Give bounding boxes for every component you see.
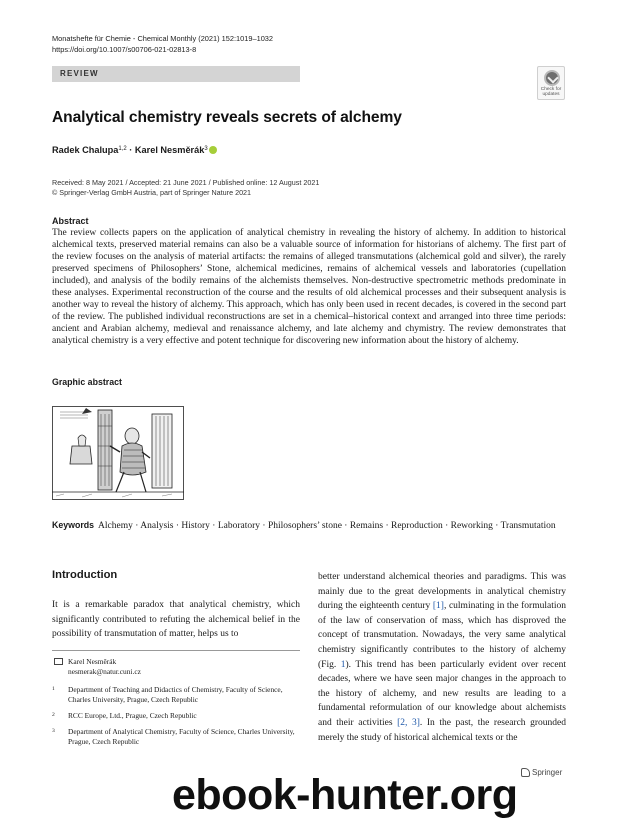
author-separator: · — [126, 145, 135, 155]
journal-citation: Monatshefte für Chemie - Chemical Monthly (2021) 152:1019–1032 — [52, 34, 274, 43]
springer-horse-icon — [521, 768, 530, 777]
orcid-icon[interactable] — [209, 146, 217, 154]
intro-text: better understand alchemical theories and paradigms. This was mainly due to the great developments in analytical chemistry during the eighteenth century — [318, 572, 566, 612]
watermark: ebook-hunter.org — [172, 771, 518, 819]
doi-link[interactable]: https://doi.org/10.1007/s00706-021-02813-8 — [52, 45, 197, 54]
citation-link[interactable]: [2, 3] — [397, 717, 420, 728]
check-for-updates-badge[interactable] — [537, 66, 565, 100]
section-bar — [52, 66, 300, 82]
introduction-heading: Introduction — [52, 569, 118, 581]
corresponding-author-email[interactable]: nesmerak@natur.cuni.cz — [68, 667, 141, 676]
author-affiliation-ref: 3 — [204, 146, 208, 152]
check-updates-icon — [544, 70, 560, 86]
graphic-abstract-heading: Graphic abstract — [52, 377, 122, 387]
keywords-list: Alchemy · Analysis · History · Laboratory · Philosophers’ stone · Remains · Reproduction · Reworking · Transmutation — [98, 521, 556, 531]
copyright-notice: © Springer-Verlag GmbH Austria, part of Springer Nature 2021 — [52, 188, 252, 198]
abstract-heading: Abstract — [52, 216, 89, 226]
affiliation-number: 2 — [52, 712, 55, 718]
intro-text: , culminating in the formulation of the law of conservation of mass, which has disproved the concept of transmutation. Nowadays, the very same analytical chemistry significantly contributes to the history of alchemy (Fig. — [318, 601, 566, 670]
journal-header — [52, 33, 273, 55]
publication-dates: Received: 8 May 2021 / Accepted: 21 June 2021 / Published online: 12 August 2021 — [52, 178, 320, 187]
affiliation — [52, 711, 300, 721]
check-updates-label: Check for updates — [540, 87, 562, 98]
alchemist-woodcut-illustration — [52, 406, 184, 500]
section-label: REVIEW — [60, 69, 99, 78]
author-affiliation-ref: 1,2 — [118, 146, 127, 152]
affiliation — [52, 685, 300, 705]
publisher-name: Springer — [532, 768, 563, 777]
keywords-line — [52, 519, 566, 532]
envelope-icon — [54, 658, 63, 665]
abstract-text: The review collects papers on the application of analytical chemistry in revealing the history of alchemy. In addition to historical alchemical texts, preserved material remains can also be a valuable source of information for historians of alchemy. The first part of the review focuses on the analysis of material artifacts: the remains of alleged transmutations (alchemical gold and silver), the rarely preserved specimens of Philosophers’ Stone, alchemical medicines, remains of alchemical vessels and laboratories (cupellation included), and analysis of the bodily remains of the alchemists themselves. Non-destructive spectrometric methods predominate in these analyses. Experimental reconstruction of the course and the results of old alchemical processes and their subsequent analysis is another way to reveal the history of alchemy. This approach, which has only been used in recent decades, is covered in the second part of the review. The published individual reconstructions are set in a chemical–historical context and arranged into three time periods: ancient and Arabian alchemy, medieval and renaissance alchemy, and late alchemy and chymistry. The review demonstrates that analytical chemistry is a very effective and potent technique for discovering new information about the history of alchemy. — [52, 228, 566, 346]
article-title: Analytical chemistry reveals secrets of alchemy — [52, 109, 402, 126]
affiliation-text: RCC Europe, Ltd., Prague, Czech Republic — [68, 711, 197, 720]
affiliation-text: Department of Analytical Chemistry, Faculty of Science, Charles University, Prague, Czech Republic — [68, 727, 295, 747]
intro-text: . In the past, the research grounded merely the study of historical alchemical texts or the — [318, 717, 567, 743]
author-name[interactable]: Karel Nesměrák — [134, 145, 205, 155]
corresponding-author — [52, 657, 300, 677]
introduction-paragraph-left: It is a remarkable paradox that analytical chemistry, which significantly contributed to refuting the alchemical belief in the possibility of transmutation of matter, helps us to — [52, 600, 300, 640]
footnote-divider — [52, 650, 300, 651]
affiliation-number: 1 — [52, 686, 55, 692]
affiliation-number: 3 — [52, 728, 55, 734]
affiliation-text: Department of Teaching and Didactics of Chemistry, Faculty of Science, Charles University, Prague, Czech Republic — [68, 685, 283, 705]
corresponding-author-name: Karel Nesměrák — [68, 657, 117, 666]
article-dates — [52, 178, 319, 199]
citation-link[interactable]: [1] — [432, 601, 444, 612]
publisher-logo — [521, 768, 562, 777]
introduction-paragraph-right — [318, 570, 566, 745]
keywords-label: Keywords — [52, 520, 95, 530]
author-line — [52, 145, 217, 155]
intro-text: ). This trend has been particularly evident over recent decades, where we have seen major changes in the approach to the history of alchemy, and new results are leading to a fundamental reformulation of our knowledge about alchemists and their activities — [318, 659, 566, 728]
affiliation — [52, 727, 300, 747]
author-name[interactable]: Radek Chalupa — [52, 145, 119, 155]
figure-link[interactable]: 1 — [340, 659, 346, 670]
